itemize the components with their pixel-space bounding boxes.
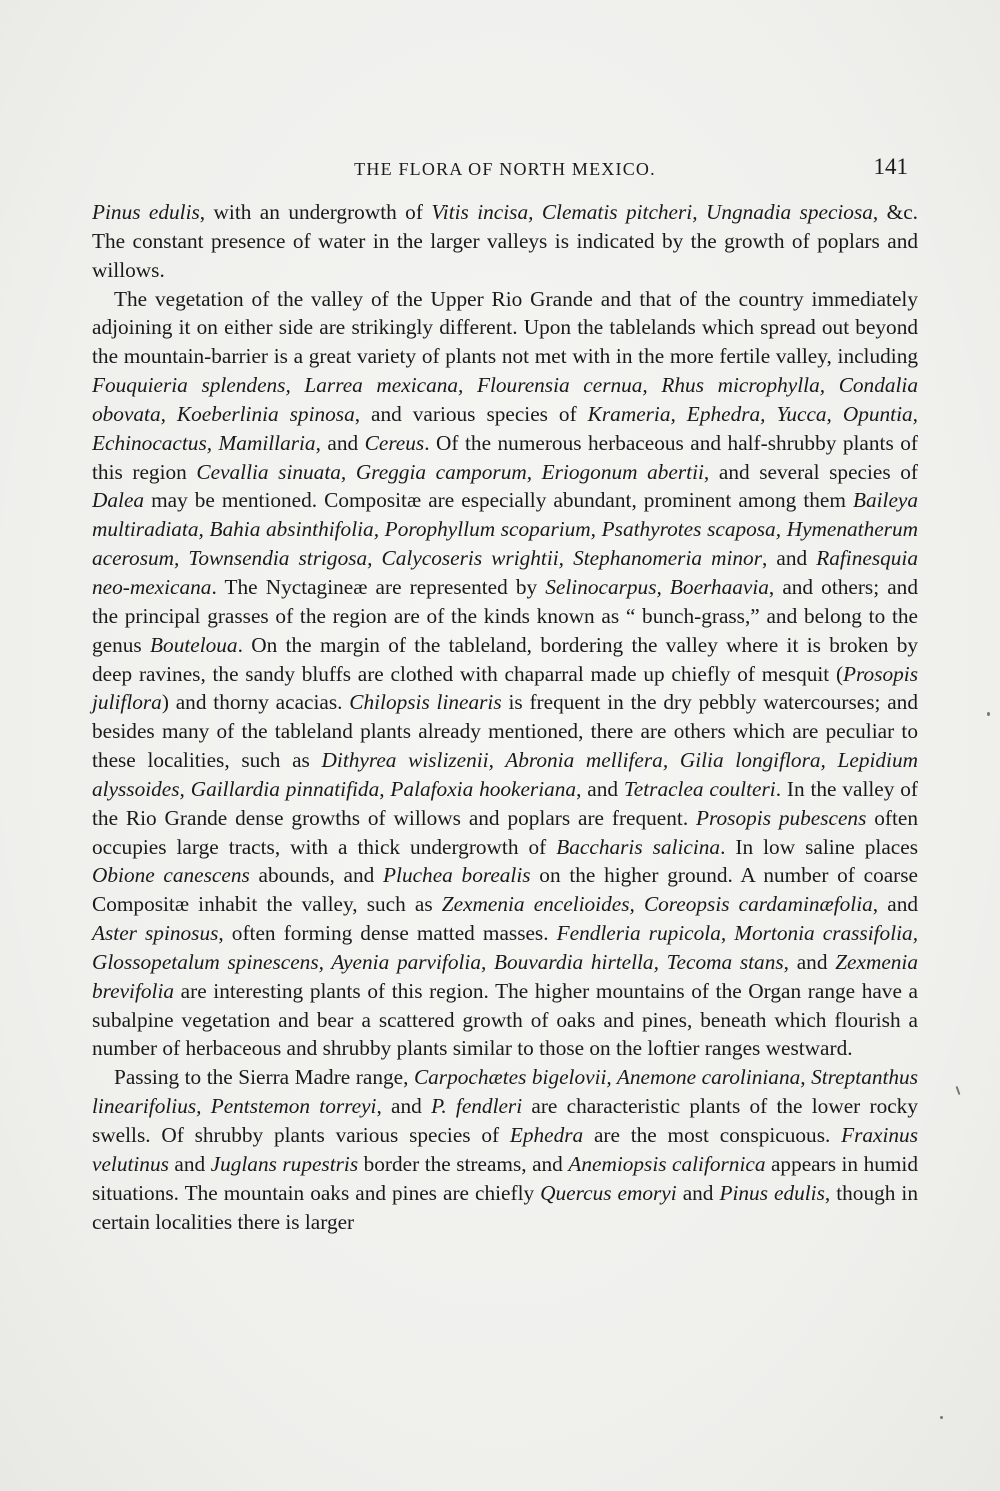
text-run: , and (315, 430, 365, 455)
text-run: are characteristic plants of the lower rocky swells. Of shrubby plants various species of (92, 1094, 918, 1147)
text-run: . In the valley of the Rio Grande dense growths of willows and poplars are frequent. (92, 776, 919, 830)
text-run: is frequent in the dry pebbly watercourses; and besides many of the tableland plants already mentioned, there are others which are peculiar to these localities, such as (92, 690, 918, 773)
body-text (92, 198, 918, 1236)
italic-run: Chilopsis linearis (349, 690, 502, 715)
text-run: on the higher ground. A number of coarse Compositæ inhabit the valley, such as (92, 863, 919, 917)
text-run: often occupies large tracts, with a thick undergrowth of (92, 805, 919, 859)
italic-run: Ephedra (509, 1123, 584, 1147)
italic-run: Juglans rupestris (210, 1151, 359, 1176)
italic-run: Obione canescens (92, 863, 250, 888)
text-run: . In low saline places (720, 834, 918, 859)
italic-run: Fraxinus velutinus (92, 1123, 918, 1176)
italic-run: Bouteloua (150, 632, 238, 657)
text-run: The vegetation of the valley of the Upper Rio Grande and that of the country immediately adjoining it on either side are strikingly different. Upon the tablelands which spread out beyond the mountain-barrier is a great variety of plants not met with in the more fertile valley, including (92, 286, 918, 369)
italic-run: Pinus edulis (719, 1180, 825, 1205)
italic-run: Dithyrea wislizenii, Abronia mellifera, Gilia longiflora, Lepidium alyssoides, Gaillardia pinnatifida, Palafoxia hookeriana (92, 748, 918, 801)
text-run: may be mentioned. Compositæ are especially abundant, prominent among them (144, 488, 853, 513)
text-run: , and (872, 892, 918, 917)
text-run: border the streams, and (358, 1151, 569, 1176)
italic-run: Pluchea borealis (383, 863, 531, 888)
text-run: are the most conspicuous. (583, 1123, 842, 1147)
italic-run: Baileya multiradiata, Bahia absinthifolia, Porophyllum scoparium, Psathyrotes scaposa, Hymenatherum acerosum, Townsendia strigosa, Calycoseris wrightii, Stephanomeria minor (92, 488, 918, 571)
ink-speck (987, 712, 990, 716)
text-run: , with an undergrowth of (199, 200, 432, 224)
text-run: , and others; and the principal grasses of the region are of the kinds known as “ bunch-grass,” and belong to the genus (92, 574, 918, 657)
italic-run: Selinocarpus, Boerhaavia (545, 574, 769, 599)
text-run: , and (761, 546, 817, 571)
text-run: appears in humid situations. The mountain oaks and pines are chiefly (92, 1151, 918, 1205)
ink-speck (940, 1416, 943, 1419)
page-number: 141 (873, 154, 908, 179)
text-run: , and (376, 1094, 432, 1119)
running-title: THE FLORA OF NORTH MEXICO. (354, 159, 656, 179)
text-run: , often forming dense matted masses. (218, 921, 557, 946)
text-run: and (168, 1151, 211, 1176)
italic-run: Vitis incisa, Clematis pitcheri, Ungnadia speciosa (431, 200, 873, 224)
italic-run: Prosopis pubescens (696, 805, 867, 830)
italic-run: Rafinesquia neo-mexicana (92, 546, 918, 599)
text-run: , and (576, 776, 624, 801)
text-run: , &c. The constant presence of water in the larger valleys is indicated by the growth of poplars and willows. (92, 200, 918, 282)
italic-run: Cevallia sinuata, Greggia camporum, Eriogonum abertii (196, 459, 704, 484)
running-head (92, 154, 918, 187)
text-run: abounds, and (249, 863, 384, 888)
text-run: . On the margin of the tableland, bordering the valley where it is broken by deep ravines, the sandy bluffs are clothed with chaparral made up chiefly of mesquit ( (92, 632, 919, 686)
italic-run: Baccharis salicina (556, 834, 721, 859)
italic-run: Cereus (364, 430, 425, 455)
text-run: Passing to the Sierra Madre range, (114, 1065, 414, 1090)
italic-run: Krameria, Ephedra, Yucca, Opuntia, Echinocactus, Mamillaria (92, 401, 918, 455)
italic-run: Fendleria rupicola, Mortonia crassifolia, Glossopetalum spinescens, Ayenia parvifolia, Bouvardia hirtella, Tecoma stans (92, 921, 919, 974)
text-run: , and several species of (703, 459, 918, 484)
italic-run: Quercus emoryi (540, 1180, 677, 1205)
italic-run: Tetraclea coulteri (623, 776, 776, 801)
italic-run: Fouquieria splendens, Larrea mexicana, Flourensia cernua, Rhus microphylla, Condalia obovata, Koeberlinia spinosa (92, 373, 918, 426)
paragraph-2 (92, 285, 918, 1064)
italic-run: Zexmenia encelioides, Coreopsis cardaminæfolia (441, 892, 873, 917)
italic-run: Zexmenia brevifolia (92, 949, 918, 1003)
text-run: . The Nyctagineæ are represented by (211, 574, 546, 599)
text-run: are interesting plants of this region. The higher mountains of the Organ range have a subalpine vegetation and bear a scattered growth of oaks and pines, beneath which flourish a number of herbaceous and shrubby plants similar to those on the loftier ranges westward. (92, 978, 918, 1061)
ink-speck (956, 1086, 961, 1095)
text-run: ) and thorny acacias. (161, 690, 350, 715)
italic-run: P. fendleri (431, 1094, 523, 1119)
paragraph-3 (92, 1063, 918, 1236)
italic-run: Prosopis juliflora (92, 661, 918, 715)
italic-run: Pinus edulis (92, 200, 200, 224)
italic-run: Aster spinosus (92, 921, 219, 946)
text-run: , and (783, 949, 836, 974)
text-run: , and various species of (354, 401, 588, 426)
paragraph-1 (92, 198, 918, 285)
italic-run: Anemiopsis californica (568, 1151, 766, 1176)
italic-run: Carpochætes bigelovii, Anemone caroliniana, Streptanthus linearifolius, Pentstemon torreyi (92, 1065, 918, 1119)
text-run: , though in certain localities there is larger (92, 1180, 918, 1234)
text-run: and (676, 1180, 720, 1205)
text-run: . Of the numerous herbaceous and half-shrubby plants of this region (92, 430, 918, 484)
italic-run: Dalea (92, 488, 145, 513)
